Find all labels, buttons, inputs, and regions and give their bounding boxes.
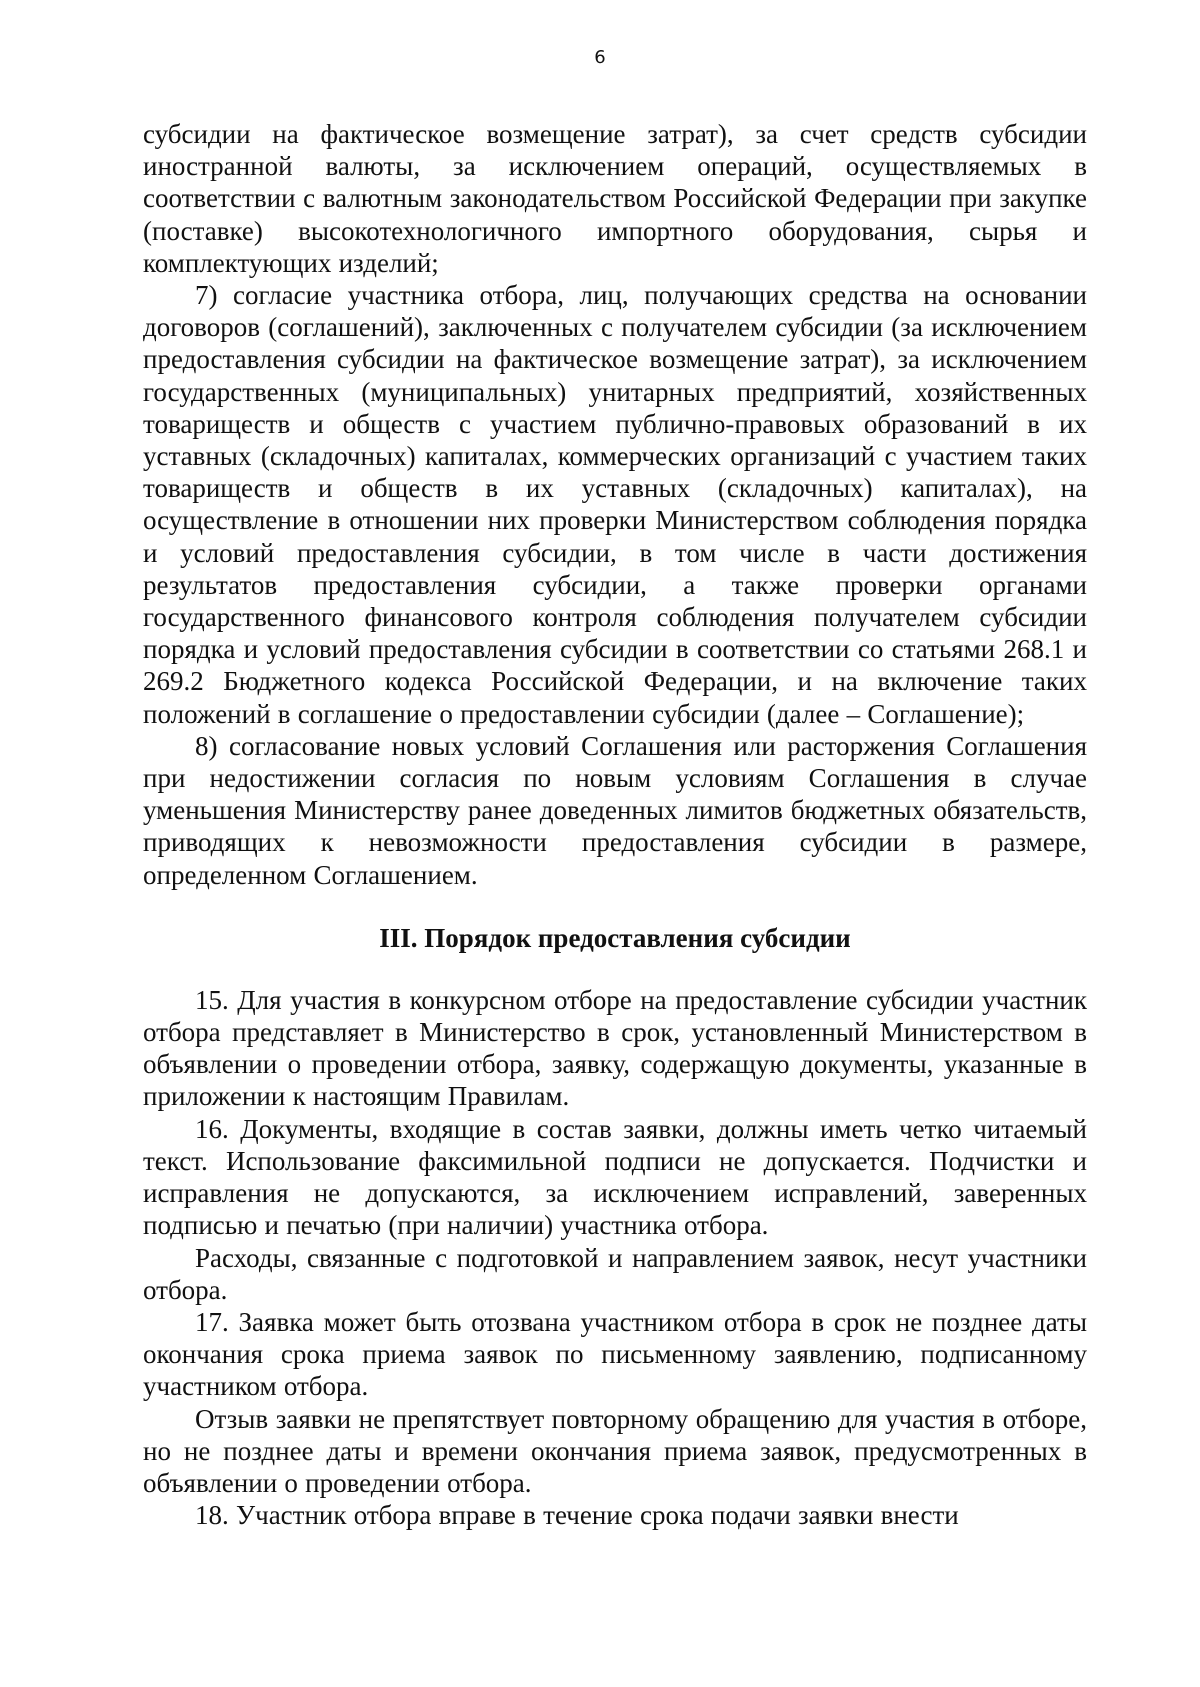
paragraph-17: 17. Заявка может быть отозвана участником отбора в срок не позднее даты окончания срока приема заявок по письменному заявлению, подписанному участником отбора. xyxy=(143,1306,1087,1402)
paragraph-continuation: субсидии на фактическое возмещение затрат), за счет средств субсидии иностранной валюты, за исключением операций, осуществляемых в соответствии с валютным законодательством Российской Федерации при закупке (поставке) высокотехнологичного импортного оборудования, сырья и комплектующих изделий; xyxy=(143,119,1087,278)
paragraph-item-8: 8) согласование новых условий Соглашения или расторжения Соглашения при недостижении согласия по новым условиям Соглашения в случае уменьшения Министерству ранее доведенных лимитов бюджетных обязательств, приводящих к невозможности предоставления субсидии в размере, определенном Соглашением. xyxy=(143,730,1087,890)
paragraph-17-withdrawal: Отзыв заявки не препятствует повторному обращению для участия в отборе, но не позднее даты и времени окончания приема заявок, предусмотренных в объявлении о проведении отбора. xyxy=(143,1403,1087,1498)
document-body xyxy=(143,118,1087,1531)
paragraph-18: 18. Участник отбора вправе в течение срока подачи заявки внести xyxy=(195,1500,959,1531)
paragraph-16-expenses: Расходы, связанные с подготовкой и направлением заявок, несут участники отбора. xyxy=(143,1242,1087,1305)
paragraph-15: 15. Для участия в конкурсном отборе на предоставление субсидии участник отбора представляет в Министерство в срок, установленный Министерством в объявлении о проведении отбора, заявку, содержащую документы, указанные в приложении к настоящим Правилам. xyxy=(143,984,1087,1112)
section-heading: III. Порядок предоставления субсидии xyxy=(379,922,851,953)
paragraph-item-7: 7) согласие участника отбора, лиц, получающих средства на основании договоров (соглашений), заключенных с получателем субсидии (за исключением предоставления субсидии на фактическое возмещение затрат), за исключением государственных (муниципальных) унитарных предприятий, хозяйственных товариществ и обществ с участием публично-правовых образований в их уставных (складочных) капиталах, коммерческих организаций с участием таких товариществ и обществ в их уставных (складочных) капиталах), на осуществление в отношении них проверки Министерством соблюдения порядка и условий предоставления субсидии, в том числе в части достижения результатов предоставления субсидии, а также проверки органами государственного финансового контроля соблюдения получателем субсидии порядка и условий предоставления субсидии в соответствии со статьями 268.1 и 269.2 Бюджетного кодекса Российской Федерации, и на включение таких положений в соглашение о предоставлении субсидии (далее – Соглашение); xyxy=(143,280,1087,729)
page-number: 6 xyxy=(594,47,606,68)
paragraph-16: 16. Документы, входящие в состав заявки, должны иметь четко читаемый текст. Использование факсимильной подписи не допускается. Подчистки и исправления не допускаются, за исключением исправлений, заверенных подписью и печатью (при наличии) участника отбора. xyxy=(143,1113,1087,1241)
